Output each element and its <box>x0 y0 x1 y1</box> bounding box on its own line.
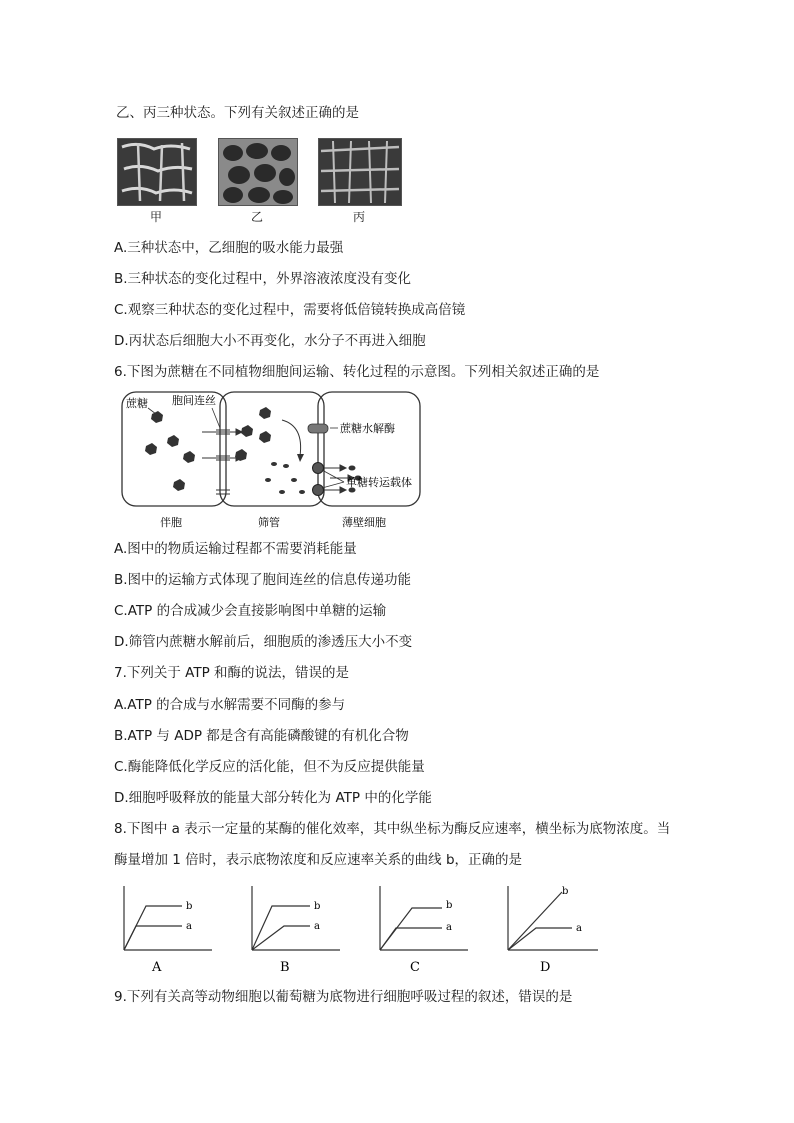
q6-option-c: C.ATP 的合成减少会直接影响图中单糖的运输 <box>114 603 387 619</box>
label-plasmodesmata: 胞间连丝 <box>172 394 216 407</box>
label-parenchyma-cell: 薄壁细胞 <box>342 516 386 529</box>
graph-option-a <box>116 880 216 976</box>
micrograph-label-bing: 丙 <box>352 210 365 224</box>
graph-a-option-label: A <box>152 960 162 975</box>
graph-c-curve-b <box>380 908 442 950</box>
graph-a-curve-b <box>124 906 182 950</box>
q6-option-b: B.图中的运输方式体现了胞间连丝的信息传递功能 <box>114 572 412 588</box>
graph-d-label-a: a <box>576 923 582 934</box>
graph-d-option-label: D <box>540 960 551 975</box>
label-carrier: 单糖转运载体 <box>346 476 412 489</box>
q5-option-c: C.观察三种状态的变化过程中，需要将低倍镜转换成高倍镜 <box>114 302 466 318</box>
q9-stem: 9.下列有关高等动物细胞以葡萄糖为底物进行细胞呼吸过程的叙述，错误的是 <box>114 989 573 1005</box>
label-sucrose: 蔗糖 <box>126 397 148 410</box>
graph-b-option-label: B <box>280 960 290 975</box>
q7-option-c: C.酶能降低化学反应的活化能，但不为反应提供能量 <box>114 759 425 775</box>
q5-option-b: B.三种状态的变化过程中，外界溶液浓度没有变化 <box>114 271 412 287</box>
question-intro: 乙、丙三种状态。下列有关叙述正确的是 <box>116 105 359 121</box>
graph-c-option-label: C <box>410 960 420 975</box>
q7-stem: 7.下列关于 ATP 和酶的说法，错误的是 <box>114 665 350 681</box>
q7-option-d: D.细胞呼吸释放的能量大部分转化为 ATP 中的化学能 <box>114 790 432 806</box>
graph-c-label-a: a <box>446 922 452 933</box>
graph-c-label-b: b <box>446 900 453 911</box>
graph-option-d <box>500 880 604 976</box>
q8-stem-line-2: 酶量增加 1 倍时，表示底物浓度和反应速率关系的曲线 b，正确的是 <box>114 852 523 868</box>
sieve-tube-outline <box>220 392 324 506</box>
label-companion-cell: 伴胞 <box>160 516 182 529</box>
graph-b-label-b: b <box>314 901 321 912</box>
micrograph-label-jia: 甲 <box>149 210 162 224</box>
q5-option-d: D.丙状态后细胞大小不再变化，水分子不再进入细胞 <box>114 333 426 349</box>
graph-a-curve-a <box>124 926 182 950</box>
graph-option-c <box>372 880 472 976</box>
graph-a-label-a: a <box>186 921 192 932</box>
micrograph-bing <box>318 138 402 206</box>
label-sucrase: 蔗糖水解酶 <box>340 422 395 435</box>
graph-option-b <box>244 880 344 976</box>
graph-b-label-a: a <box>314 921 320 932</box>
carrier-2 <box>313 485 324 496</box>
micrograph-label-yi: 乙 <box>250 210 263 224</box>
micrograph-jia <box>117 138 197 206</box>
sucrase-enzyme <box>308 424 328 433</box>
q7-option-b: B.ATP 与 ADP 都是含有高能磷酸键的有机化合物 <box>114 728 409 744</box>
q7-option-a: A.ATP 的合成与水解需要不同酶的参与 <box>114 697 346 713</box>
graph-d-curve-b <box>508 892 562 950</box>
q6-stem: 6.下图为蔗糖在不同植物细胞间运输、转化过程的示意图。下列相关叙述正确的是 <box>114 364 600 380</box>
micrograph-yi <box>218 138 298 206</box>
graph-c-curve-a <box>380 928 442 950</box>
q5-option-a: A.三种状态中，乙细胞的吸水能力最强 <box>114 240 344 256</box>
q6-option-a: A.图中的物质运输过程都不需要消耗能量 <box>114 541 357 557</box>
q6-option-d: D.筛管内蔗糖水解前后，细胞质的渗透压大小不变 <box>114 634 413 650</box>
label-sieve-tube: 筛管 <box>258 516 280 529</box>
graph-a-label-b: b <box>186 901 193 912</box>
sucrose-transport-diagram <box>116 390 426 532</box>
q8-stem-line-1: 8.下图中 a 表示一定量的某酶的催化效率，其中纵坐标为酶反应速率，横坐标为底物浓度。当 <box>114 821 671 837</box>
sucrose-molecules <box>145 407 271 491</box>
carrier-1 <box>313 463 324 474</box>
graph-d-label-b: b <box>562 886 569 897</box>
